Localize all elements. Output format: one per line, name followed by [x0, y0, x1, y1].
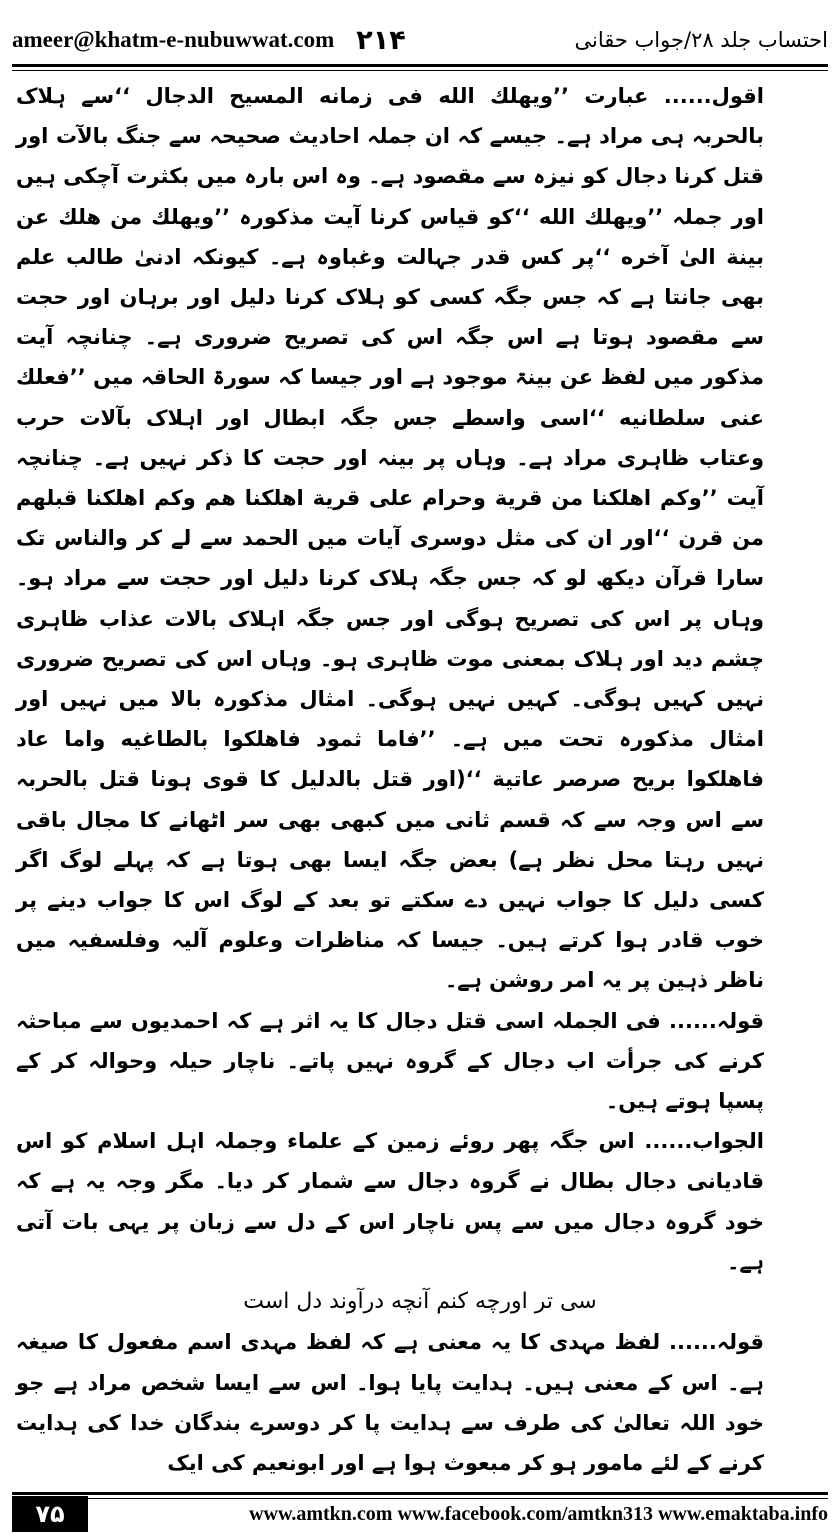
header-title: احتساب جلد ۲۸/جواب حقانی: [574, 28, 828, 52]
footer-page-number: ۷۵: [12, 1496, 88, 1532]
page-footer: [12, 1492, 828, 1532]
paragraph-aqool: اقول...... عبارت ’’ویهلك الله فی زمانه المسیح الدجال ‘‘سے ہلاک بالحربہ ہی مراد ہے۔ جیسے کہ ان جملہ احادیث صحیحہ سے جنگ بالآت اور قتل کرنا دجال کو نیزہ سے مقصود ہے۔ وہ اس بارہ میں بکثرت آچکی ہیں اور جملہ ’’ویهلك الله ‘‘کو قیاس کرنا آیت مذکورہ ’’ویهلك من هلك عن بینة الیٰ آخره ‘‘پر کس قدر جہالت وغباوہ ہے۔ کیونکہ ادنیٰ طالب علم بھی جانتا ہے کہ جس جگہ کسی کو ہلاک کرنا دلیل اور برہان اور حجت سے مقصود ہوتا ہے اس جگہ اس کی تصریح ضروری ہے۔ چنانچہ آیت مذکور میں لفظ عن بینۃ موجود ہے اور جیسا کہ سورۃ الحاقہ میں ’’فعلك عنی سلطانیه ‘‘اسی واسطے جس جگہ ابطال اور اہلاک بآلات حرب وعتاب ظاہری مراد ہے۔ وہاں پر بینہ اور حجت کا ذکر نہیں ہے۔ چنانچہ آیت ’’وکم اهلکنا من قریة وحرام علی قریة اهلکنا هم وکم اهلکنا قبلهم من قرن ‘‘اور ان کی مثل دوسری آیات میں الحمد سے لے کر والناس تک سارا قرآن دیکھ لو کہ جس جگہ ہلاک کرنا دلیل اور حجت سے مراد ہو۔ وہاں پر اس کی تصریح ہوگی اور جس جگہ اہلاک بالات عذاب ظاہری چشم دید اور ہلاک بمعنی موت ظاہری ہو۔ وہاں اس کی تصریح ضروری نہیں کہیں ہوگی۔ کہیں نہیں ہوگی۔ امثال مذکورہ بالا میں نہیں اور امثال مذکورہ تحت میں ہے۔ ’’فاما ثمود فاهلکوا بالطاغیه واما عاد فاهلکوا بریح صرصر عاتیة ‘‘(اور قتل بالدلیل کا قوی ہونا قتل بالحربہ سے اس وجہ سے کہ قسم ثانی میں کبھی بھی سر اٹھانے کا مجال باقی نہیں رہتا محل نظر ہے) بعض جگہ ایسا بھی ہوتا ہے کہ پہلے لوگ اگر کسی دلیل کا جواب نہیں دے سکتے تو بعد کے لوگ اس کا جواب دینے پر خوب قادر ہوا کرتے ہیں۔ جیسا کہ مناظرات وعلوم آلیہ وفلسفیہ میں ناظر ذہین پر یہ امر روشن ہے۔: [16, 84, 764, 993]
paragraph-al-jawab: الجواب...... اس جگہ پھر روئے زمین کے علماء وجملہ اہل اسلام کو اس قادیانی دجال بطال نے گروہ دجال سے شمار کر دیا۔ مگر وجہ یہ ہے کہ خود گروہ دجال میں سے پس ناچار اس کے دل سے زبان پر یہی بات آتی ہے۔: [16, 1129, 764, 1274]
persian-verse: سی تر اورچه کنم آنچه درآوند دل است: [243, 1289, 597, 1315]
header-left: [12, 25, 406, 56]
page-header: [12, 18, 828, 62]
header-page-number: ۲۱۴: [356, 24, 406, 56]
footer-links: www.amtkn.com www.facebook.com/amtkn313 www.emaktaba.info: [249, 1502, 828, 1525]
header-email: ameer@khatm-e-nubuwwat.com: [12, 27, 335, 52]
paragraph-qaulahu-2: قولہ...... لفظ مہدی کا یہ معنی ہے کہ لفظ مہدی اسم مفعول کا صیغہ ہے۔ اس کے معنی ہیں۔ ہدایت پایا ہوا۔ اس سے ایسا شخص مراد ہے جو خود اللہ تعالیٰ کی طرف سے ہدایت پا کر دوسرے بندگان خدا کی ہدایت کرنے کے لئے مامور ہو کر مبعوث ہوا ہے اور ابونعیم کی ایک: [16, 1330, 764, 1475]
page-body: [16, 76, 824, 1478]
header-divider: [12, 64, 828, 71]
paragraph-qaulahu-1: قولہ...... فی الجملہ اسی قتل دجال کا یہ اثر ہے کہ احمدیوں سے مباحثہ کرنے کی جرأت اب دجال کے گروہ نہیں پاتے۔ ناچار حیلہ وحوالہ کر کے پسپا ہوتے ہیں۔: [16, 1008, 764, 1114]
